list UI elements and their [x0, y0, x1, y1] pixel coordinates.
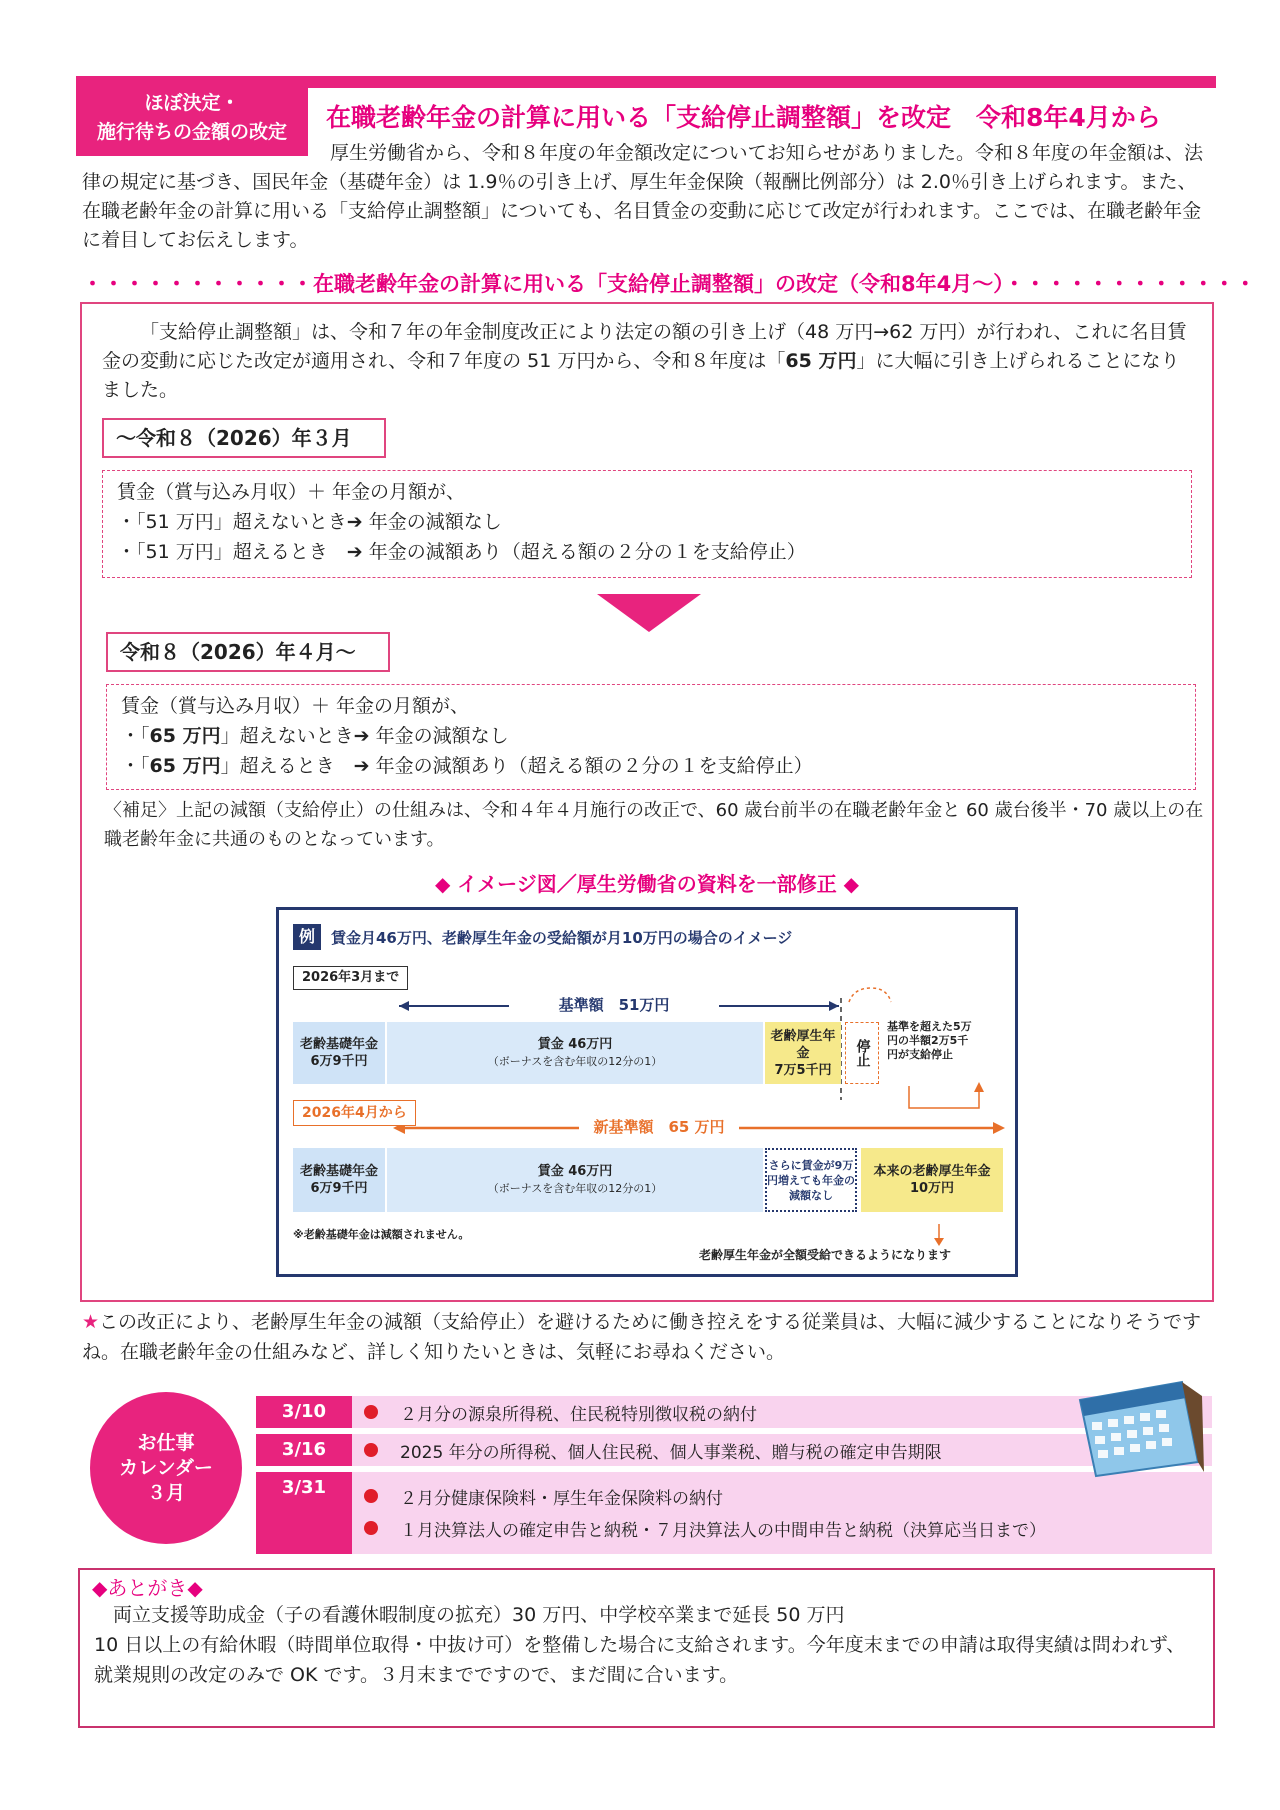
afterword-line-1: 両立支援等助成金（子の看護休暇制度の拡充）30 万円、中学校卒業まで延長 50 万円	[94, 1604, 845, 1626]
section-paragraph	[102, 318, 1192, 405]
after-rule-box	[106, 684, 1196, 790]
calendar-item: 2025 年分の所得税、個人住民税、個人事業税、贈与税の確定申告期限	[400, 1442, 942, 1463]
image-caption: ◆ イメージ図／厚生労働省の資料を一部修正 ◆	[434, 872, 860, 896]
new-base-amount: 新基準額 65 万円	[579, 1116, 739, 1137]
intro-paragraph	[82, 139, 1212, 255]
pension-diagram	[276, 907, 1018, 1277]
after-diagram-label: 2026年4月から	[293, 1100, 416, 1126]
before-rule-line-2: ・「51 万円」超えないとき➔ 年金の減額なし	[117, 511, 502, 533]
margin-note-box: さらに賃金が9万円増えても年金の減額なし	[765, 1148, 857, 1212]
afterword-line-2: 10 日以上の有給休暇（時間単位取得・中抜け可）を整備した場合に支給されます。今年度末までの申請は取得実績は問われず、就業規則の改定のみで OK です。３月末までですので、まだ間に合います。	[94, 1634, 1186, 1686]
down-triangle-icon	[597, 594, 701, 632]
after-rule-line-2: ・「65 万円」超えないとき➔ 年金の減額なし	[121, 725, 509, 747]
star-icon: ★	[82, 1311, 100, 1333]
para-highlight: 65 万円	[785, 350, 857, 372]
arrow-icon: ➔	[346, 541, 363, 563]
calendar-date: 3/10	[256, 1396, 352, 1428]
before-rule-box	[102, 470, 1192, 578]
calendar-items	[352, 1472, 1212, 1554]
arrow-icon: ➔	[353, 755, 370, 777]
diagram-arrows	[279, 910, 1015, 1274]
badge-line-1: ほぼ決定・	[144, 92, 240, 114]
calendar-row	[256, 1396, 1212, 1428]
diagram-footnote: ※老齢基礎年金は減額されません。	[293, 1228, 470, 1241]
supplement-note: 〈補足〉上記の減額（支給停止）の仕組みは、令和４年４月施行の改正で、60 歳台前半の在職老齢年金と 60 歳台後半・70 歳以上の在職老齢年金に共通のものとなっています。	[104, 800, 1204, 850]
calendar-item: １月決算法人の確定申告と納税・７月決算法人の中間申告と納税（決算応当日まで）	[400, 1520, 1046, 1541]
work-calendar-badge: お仕事 カレンダー ３月	[90, 1392, 242, 1544]
kosei-pension-bar: 老齢厚生年金 7万5千円	[765, 1022, 841, 1084]
calendar-date: 3/16	[256, 1434, 352, 1466]
after-rule-line-3: ・「65 万円」超えるとき ➔ 年金の減額あり（超える額の２分の１を支給停止）	[121, 755, 813, 777]
bullet-icon	[364, 1405, 378, 1419]
example-tag: 例	[293, 924, 321, 950]
before-base-amount: 基準額 51万円	[509, 994, 719, 1015]
badge-line-2: 施行待ちの金額の改定	[96, 121, 287, 143]
section-heading: ・・・・・・・・・・・在職老齢年金の計算に用いる「支給停止調整額」の改定（令和8年4月～）・・・・・・・・・・・・	[82, 272, 1256, 296]
calendar-row	[256, 1434, 1212, 1466]
after-period-label: 令和８（2026）年４月～	[106, 632, 390, 672]
para-text-a: 「支給停止調整額」は、令和７年の年金制度改正により法定の額の引き上げ（48 万円→62 万円）が行われ、これに名目賃金の変動に応じた改定が適用され、令和７年度の 51 万円から、令和８年度は「	[102, 321, 1187, 372]
basic-pension-bar: 老齢基礎年金 6万9千円	[293, 1022, 385, 1084]
basic-pension-bar-2: 老齢基礎年金 6万9千円	[293, 1148, 385, 1212]
afterword-body	[94, 1600, 1204, 1690]
diagram-title: 賃金月46万円、老齢厚生年金の受給額が月10万円の場合のイメージ	[331, 929, 793, 947]
calendar-date: 3/31	[256, 1472, 352, 1554]
arrow-icon: ➔	[353, 725, 370, 747]
bullet-icon	[364, 1443, 378, 1457]
before-rule-line-3: ・「51 万円」超えるとき ➔ 年金の減額あり（超える額の２分の１を支給停止）	[117, 541, 806, 563]
after-rule-line-1: 賃金（賞与込み月収）＋ 年金の月額が、	[121, 695, 470, 717]
intro-text: 厚生労働省から、令和８年度の年金額改定についてお知らせがありました。令和８年度の年金額は、法律の規定に基づき、国民年金（基礎年金）は 1.9％の引き上げ、厚生年金保険（報酬比例部分）は 2.0％引き上げられます。また、在職老齢年金の計算に用いる「支給停止調整額」についても、名目賃金の変動に応じて改定が行われます。ここでは、在職老齢年金に着目してお伝えします。	[82, 142, 1204, 251]
bullet-icon	[364, 1521, 378, 1535]
page-title: 在職老齢年金の計算に用いる「支給停止調整額」を改定 令和8年4月から	[326, 103, 1161, 132]
before-period-label: ～令和８（2026）年３月	[102, 418, 386, 458]
before-diagram-label: 2026年3月まで	[293, 966, 408, 990]
calendar-item: ２月分の源泉所得税、住民税特別徴収税の納付	[400, 1404, 757, 1425]
wage-bar: 賃金 46万円 （ボーナスを含む年収の12分の1）	[387, 1022, 763, 1084]
closing-remark: ★この改正により、老齢厚生年金の減額（支給停止）を避けるために働き控えをする従業員は、大幅に減少することになりそうですね。在職老齢年金の仕組みなど、詳しく知りたいときは、気軽にお尋ねください。	[82, 1311, 1202, 1363]
calendar-row	[256, 1472, 1212, 1554]
para-text-b: 」に大幅に引き上げられることになりました。	[102, 350, 1180, 401]
afterword-title: ◆あとがき◆	[92, 1576, 203, 1600]
arrow-icon: ➔	[346, 511, 363, 533]
stop-portion: 停止	[845, 1022, 879, 1084]
calendar-item: ２月分健康保険料・厚生年金保険料の納付	[400, 1488, 723, 1509]
desk-calendar-icon	[1070, 1376, 1206, 1480]
wage-bar-2: 賃金 46万円 （ボーナスを含む年収の12分の1）	[387, 1148, 763, 1212]
diagram-conclusion: 老齢厚生年金が全額受給できるようになります	[699, 1248, 952, 1262]
stop-note: 基準を超えた5万円の半額2万5千円が支給停止	[887, 1020, 972, 1061]
bullet-icon	[364, 1489, 378, 1503]
full-pension-bar: 本来の老齢厚生年金 10万円	[861, 1148, 1003, 1212]
before-rule-line-1: 賃金（賞与込み月収）＋ 年金の月額が、	[117, 481, 466, 503]
